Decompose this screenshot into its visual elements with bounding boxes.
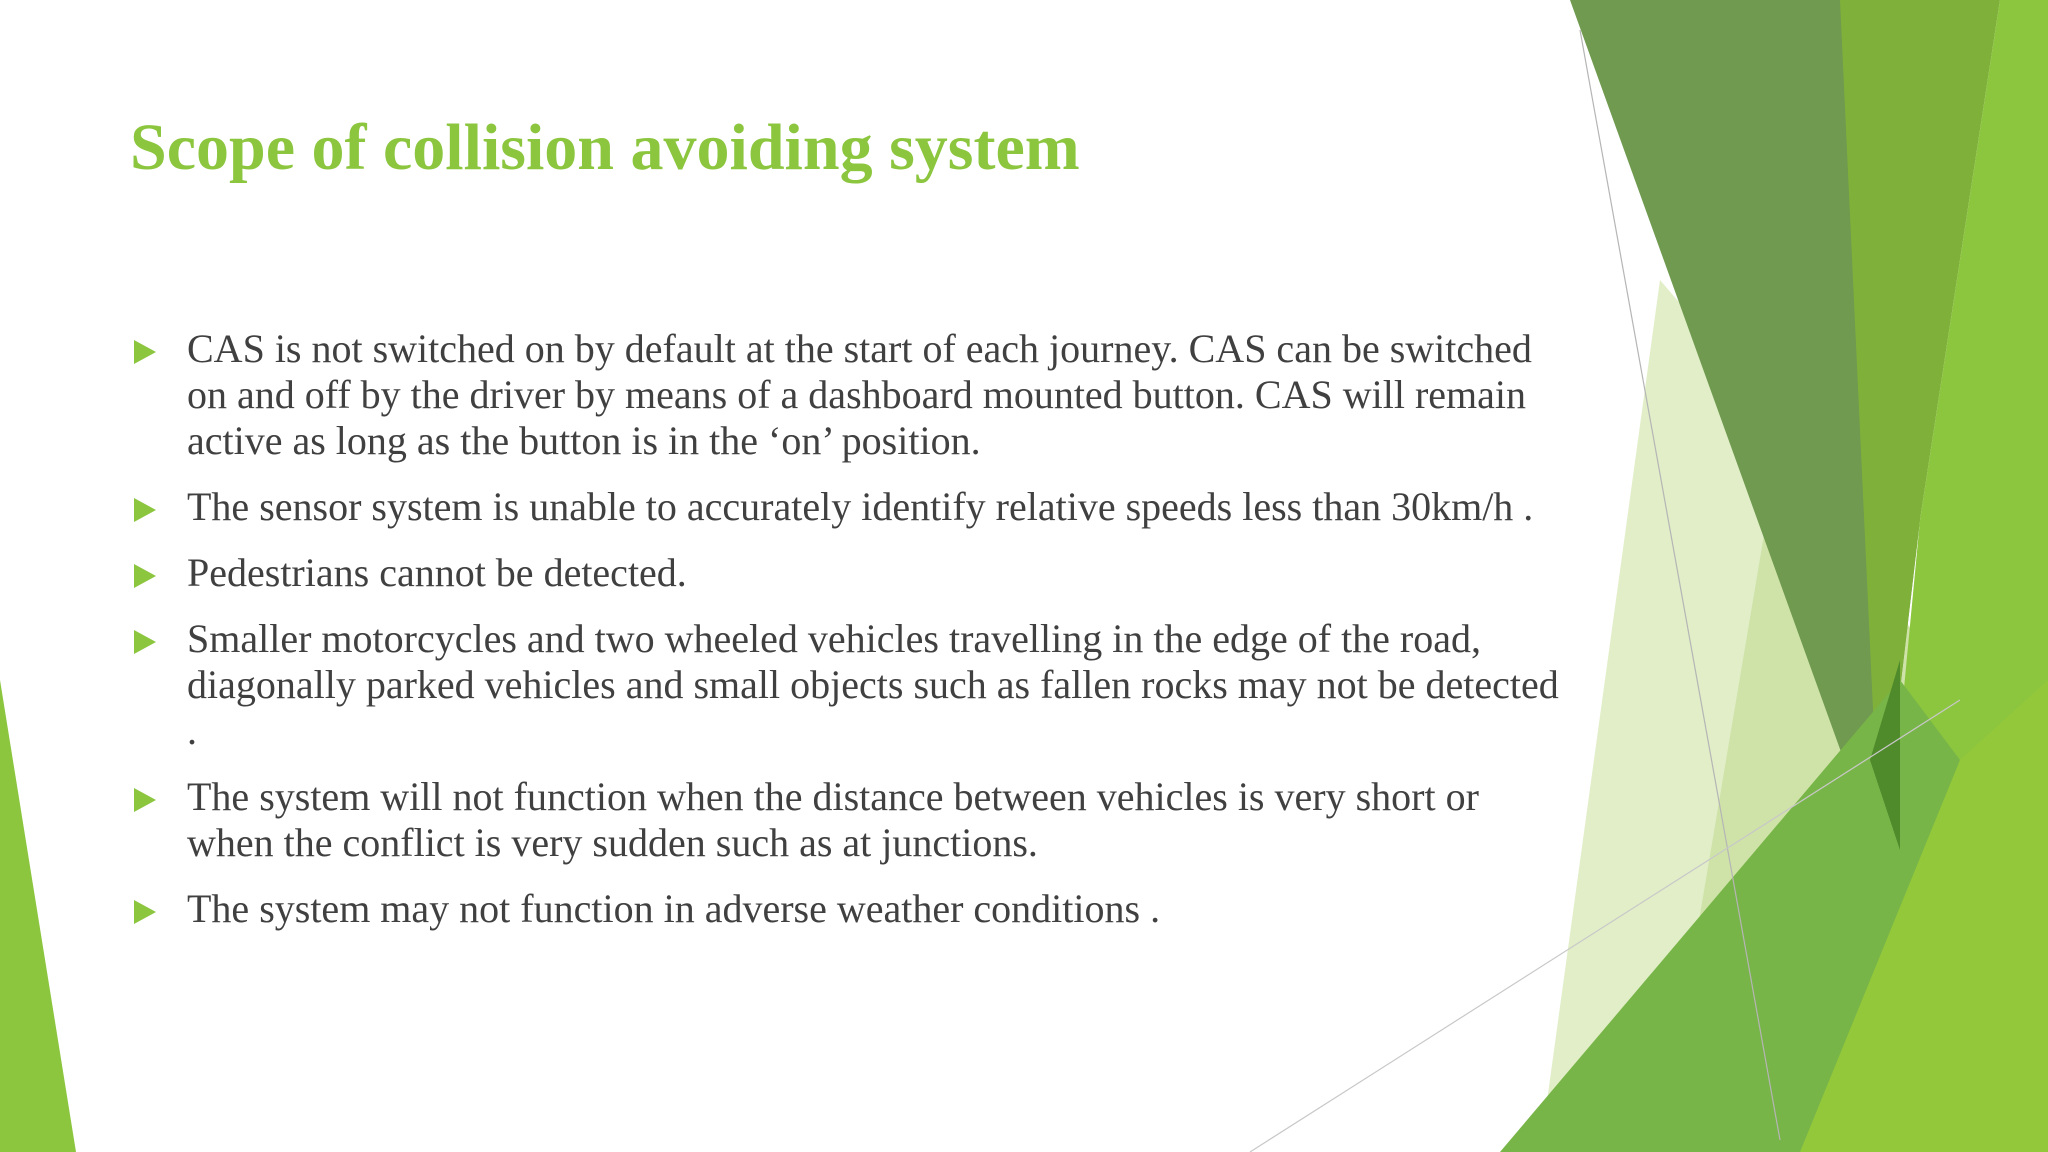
bullet-text: The sensor system is unable to accurately identify relative speeds less than 30km/h . [187, 484, 1534, 529]
triangle-bullet-icon [134, 564, 156, 588]
bullet-text: The system may not function in adverse weather conditions . [187, 886, 1161, 931]
left-green-sliver [0, 680, 76, 1152]
bullet-text: CAS is not switched on by default at the start of each journey. CAS can be switched on and off by the driver by means of a dashboard mounted button. CAS will remain active as long as the button is in the ‘on’ position. [187, 326, 1532, 463]
bullet-item [130, 886, 1570, 932]
bullet-item [130, 484, 1570, 530]
triangle-bullet-icon [134, 340, 156, 364]
triangle-bullet-icon [134, 630, 156, 654]
bullet-text: The system will not function when the distance between vehicles is very short or when the conflict is very sudden such as at junctions. [187, 774, 1479, 865]
bullet-text: Smaller motorcycles and two wheeled vehicles travelling in the edge of the road, diagonally parked vehicles and small objects such as fallen rocks may not be detected . [187, 616, 1559, 753]
bullet-item [130, 326, 1570, 464]
bullet-list [130, 326, 1570, 952]
triangle-bullet-icon [134, 788, 156, 812]
bullet-item [130, 550, 1570, 596]
bullet-item [130, 774, 1570, 866]
bullet-text: Pedestrians cannot be detected. [187, 550, 687, 595]
bullet-item [130, 616, 1570, 754]
triangle-bullet-icon [134, 900, 156, 924]
slide-title: Scope of collision avoiding system [130, 111, 1080, 184]
triangle-bullet-icon [134, 498, 156, 522]
